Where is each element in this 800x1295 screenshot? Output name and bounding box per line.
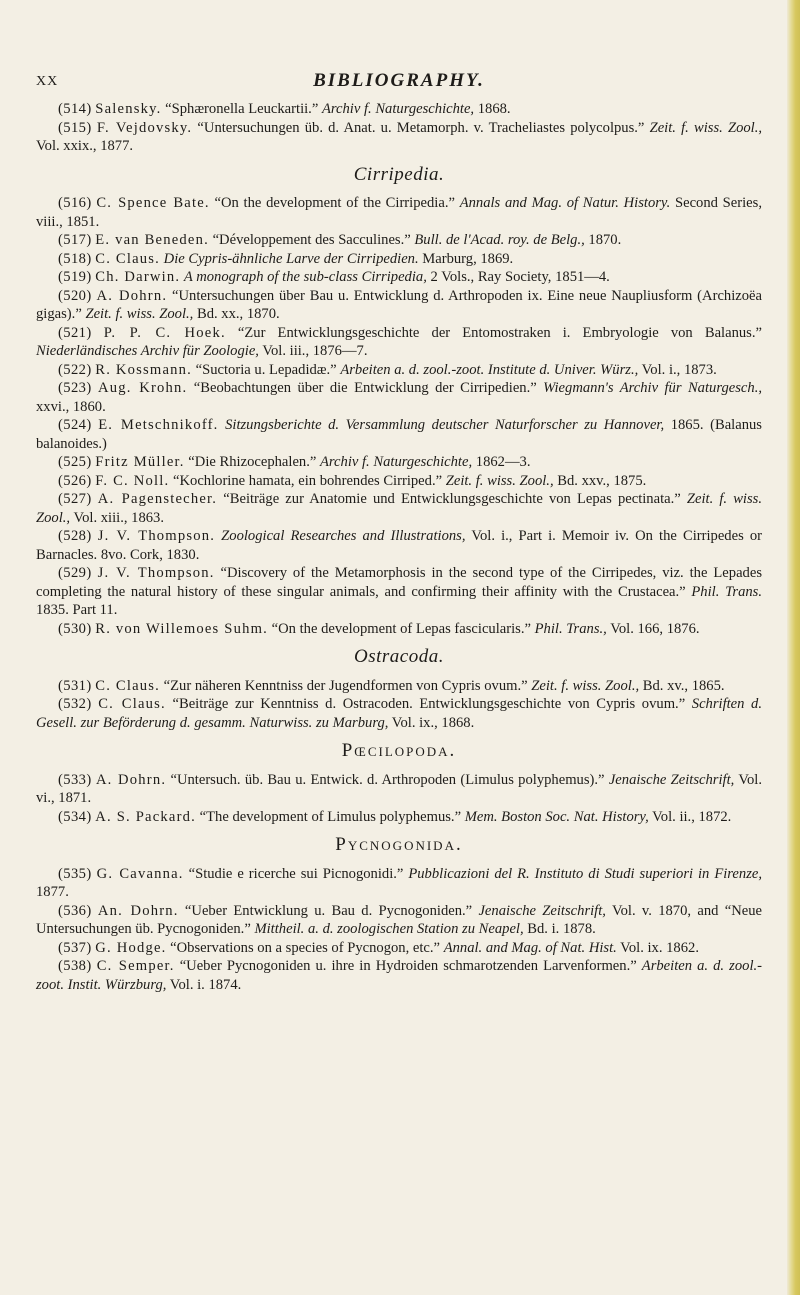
entry-number: (531): [58, 677, 92, 694]
entry-author: Aug. Krohn.: [98, 380, 188, 396]
entry-author: Fritz Müller.: [95, 454, 185, 470]
bibliography-entry: [36, 957, 762, 994]
entry-source: Archiv f. Naturgeschichte,: [320, 454, 473, 470]
section-heading: Ostracoda.: [354, 646, 444, 667]
entry-text: Bd. xx., 1870.: [193, 306, 280, 322]
entry-number: (515): [58, 119, 92, 136]
entry-text: Vol. ii., 1872.: [648, 808, 732, 825]
entry-number: (520): [58, 287, 92, 304]
running-title: BIBLIOGRAPHY.: [313, 70, 485, 91]
entry-text: “Zur Entwicklungsgeschichte der Entomostraken i. Embryologie von Balanus.”: [225, 324, 762, 341]
entry-number: (517): [58, 232, 92, 248]
entry-number: (536): [58, 902, 92, 919]
entry-text: Bd. xv., 1865.: [639, 677, 725, 694]
entry-source: Zoological Researches and Illustrations,: [221, 528, 466, 544]
entry-author: Salensky.: [95, 101, 162, 117]
entry-number: (525): [58, 454, 92, 470]
entry-text: “Développement des Sacculines.”: [208, 232, 415, 248]
entry-text: “Sphæronella Leuckartii.”: [161, 101, 322, 117]
entry-author: C. Claus.: [95, 677, 161, 694]
entry-text: “Ueber Pycnogoniden u. ihre in Hydroiden schmarotzenden Larvenformen.”: [174, 958, 642, 974]
entry-text: Vol. vi., 1871.: [36, 771, 762, 806]
bibliography-entry: [36, 361, 762, 380]
entry-number: (522): [58, 361, 92, 378]
entry-author: P. P. C. Hoek.: [103, 324, 226, 341]
entry-source: Jenaische Zeitschrift,: [478, 902, 606, 919]
entry-text: Vol. 166, 1876.: [606, 620, 700, 637]
entry-text: “Discovery of the Metamorphosis in the second type of the Cirripedes, viz. the Lepades completing the natural history of these singular animals, and confirming their affinity with the Crustacea.”: [36, 565, 763, 600]
entry-text: Vol. xxix., 1877.: [36, 138, 134, 154]
entry-text: “Zur näheren Kenntniss der Jugendformen von Cypris ovum.”: [160, 677, 532, 694]
entry-text: Vol. ix., 1868.: [388, 714, 475, 731]
entry-number: (535): [58, 865, 92, 882]
entry-number: (537): [58, 939, 92, 956]
entry-text: “Beiträge zur Kenntniss d. Ostracoden. Entwicklungsgeschichte von Cypris ovum.”: [165, 696, 692, 712]
entry-number: (532): [58, 696, 92, 712]
entry-text: “On the development of Lepas fascicularis.”: [267, 620, 535, 637]
entry-author: C. Claus.: [98, 696, 166, 712]
entry-author: C. Claus.: [95, 250, 161, 267]
section-heading: Cirripedia.: [353, 163, 445, 185]
entry-source: Pubblicazioni del R. Instituto di Studi superiori in Firenze,: [408, 865, 762, 882]
entry-text: 1877.: [36, 884, 69, 900]
entry-author: A. Dohrn.: [96, 287, 168, 304]
bibliography-entry: [36, 250, 762, 269]
entry-text: Vol. iii., 1876—7.: [258, 343, 368, 359]
bibliography-entry: [36, 865, 762, 902]
entry-text: 1868.: [474, 101, 511, 117]
entry-text: “On the development of the Cirripedia.”: [209, 195, 460, 211]
entry-text: “The development of Limulus polyphemus.”: [195, 808, 465, 825]
entry-text: Vol. ix. 1862.: [616, 939, 699, 956]
bibliography-entry: [36, 939, 762, 958]
bibliography-entry: [36, 472, 762, 491]
entry-text: Vol. i., 1873.: [638, 361, 717, 378]
entry-source: Wiegmann's Archiv für Naturgesch.,: [543, 380, 762, 396]
entry-author: J. V. Thompson.: [97, 565, 215, 581]
entry-text: Second Series, viii., 1851.: [36, 195, 762, 230]
entry-number: (523): [58, 380, 92, 396]
entry-number: (534): [58, 808, 92, 825]
entry-text: “Untersuch. üb. Bau u. Entwick. d. Arthropoden (Limulus polyphemus).”: [166, 771, 609, 788]
entry-source: Annals and Mag. of Natur. History.: [459, 195, 671, 211]
entry-author: An. Dohrn.: [97, 902, 179, 919]
bibliography-entry: [36, 771, 762, 808]
entry-source: Die Cypris-ähnliche Larve der Cirripedien.: [163, 250, 419, 267]
entry-text: “Beobachtungen über die Entwicklung der Cirripedien.”: [187, 380, 544, 396]
entry-text: Vol. v. 1870, and “Neue Untersuchungen üb. Pycnogoniden.”: [36, 902, 762, 937]
entry-source: Zeit. f. wiss. Zool.,: [85, 306, 194, 322]
entry-source: Mittheil. a. d. zoologischen Station zu Neapel,: [254, 921, 524, 937]
entry-text: 1862—3.: [472, 454, 531, 470]
bibliography-entry: [36, 287, 762, 324]
entry-source: Schriften d. Gesell. zur Beförderung d. gesamm. Naturwiss. zu Marburg,: [36, 696, 762, 731]
entry-author: F. Vejdovsky.: [96, 119, 193, 136]
entry-text: “Kochlorine hamata, ein bohrendes Cirriped.”: [169, 472, 446, 489]
entry-text: “Suctoria u. Lepadidæ.”: [191, 361, 341, 378]
bibliography-entry: [36, 324, 762, 361]
entry-number: (528): [58, 528, 92, 544]
entry-text: 1865. (Balanus balanoides.): [36, 417, 762, 452]
entry-author: G. Hodge.: [95, 939, 167, 956]
entry-source: Zeit. f. wiss. Zool.,: [36, 491, 762, 526]
entry-source: Archiv f. Naturgeschichte,: [321, 101, 475, 117]
entry-author: A. Dohrn.: [95, 771, 167, 788]
entry-text: Vol. i. 1874.: [166, 976, 242, 993]
entry-author: F. C. Noll.: [95, 472, 170, 489]
entry-source: Arbeiten a. d. zool.-zoot. Institute d. Univer. Würz.,: [340, 361, 639, 378]
entry-number: (521): [58, 324, 92, 341]
entry-author: C. Semper.: [96, 958, 175, 974]
entry-text: Marburg, 1869.: [418, 250, 514, 267]
entry-author: R. Kossmann.: [95, 361, 192, 378]
entry-author: G. Cavanna.: [96, 865, 184, 882]
entry-number: (529): [58, 565, 92, 581]
entry-number: (538): [58, 958, 92, 974]
entry-number: (526): [58, 472, 92, 489]
entry-text: 1835. Part 11.: [36, 602, 118, 618]
entry-number: (533): [58, 771, 92, 788]
bibliography-list: [36, 100, 762, 994]
entry-source: Zeit. f. wiss. Zool.,: [649, 119, 763, 136]
bibliography-entry: [36, 677, 762, 696]
bibliography-entry: [36, 119, 762, 156]
running-head: [36, 70, 762, 94]
page-folio: XX: [36, 74, 59, 89]
entry-number: (516): [58, 195, 92, 211]
bibliography-entry: [36, 902, 762, 939]
entry-author: Ch. Darwin.: [95, 269, 181, 285]
entry-source: Bull. de l'Acad. roy. de Belg.,: [414, 232, 585, 248]
page-edge: [787, 0, 800, 1295]
bibliography-entry: [36, 453, 762, 472]
entry-author: E. van Beneden.: [95, 232, 209, 248]
bibliography-entry: [36, 808, 762, 827]
bibliography-entry: [36, 490, 762, 527]
entry-text: Vol. i., Part i. Memoir iv. On the Cirripedes or Barnacles. 8vo. Cork, 1830.: [36, 528, 763, 563]
entry-author: R. von Willemoes Suhm.: [95, 620, 268, 637]
entry-author: E. Metschnikoff.: [98, 417, 219, 433]
entry-author: J. V. Thompson.: [97, 528, 216, 544]
entry-text: “Untersuchungen üb. d. Anat. u. Metamorph. v. Tracheliastes polycolpus.”: [192, 119, 650, 136]
entry-source: Zeit. f. wiss. Zool.,: [445, 472, 554, 489]
bibliography-entry: [36, 100, 762, 119]
entry-number: (524): [58, 417, 92, 433]
entry-text: 2 Vols., Ray Society, 1851—4.: [426, 269, 610, 285]
section-heading: Pœcilopoda.: [341, 740, 457, 761]
entry-text: “Observations on a species of Pycnogon, etc.”: [166, 939, 444, 956]
entry-text: Vol. xiii., 1863.: [70, 509, 164, 526]
entry-source: Annal. and Mag. of Nat. Hist.: [443, 939, 617, 956]
entry-text: Bd. xxv., 1875.: [553, 472, 647, 489]
bibliography-entry: [36, 268, 762, 287]
entry-author: C. Spence Bate.: [96, 195, 210, 211]
entry-source: Phil. Trans.,: [534, 620, 607, 637]
entry-text: “Studie e ricerche sui Picnogonidi.”: [183, 865, 409, 882]
entry-number: (518): [58, 250, 92, 267]
bibliography-entry: [36, 564, 762, 620]
bibliography-entry: [36, 194, 762, 231]
entry-number: (530): [58, 620, 92, 637]
entry-source: Phil. Trans.: [691, 583, 762, 600]
entry-source: Arbeiten a. d. zool.-zoot. Instit. Würzburg,: [36, 958, 763, 993]
bibliography-entry: [36, 527, 762, 564]
entry-source: Sitzungsberichte d. Versammlung deutscher Naturforscher zu Hannover,: [225, 417, 665, 433]
entry-text: “Beiträge zur Anatomie und Entwicklungsgeschichte von Lepas pectinata.”: [217, 491, 687, 507]
entry-source: A monograph of the sub-class Cirripedia,: [183, 269, 427, 285]
entry-text: Bd. i. 1878.: [523, 921, 596, 937]
entry-text: xxvi., 1860.: [36, 398, 106, 415]
entry-source: Zeit. f. wiss. Zool.,: [531, 677, 640, 694]
bibliography-entry: [36, 379, 762, 416]
entry-author: A. Pagenstecher.: [97, 491, 218, 507]
entry-text: “Die Rhizocephalen.”: [184, 454, 320, 470]
entry-source: Jenaische Zeitschrift,: [608, 771, 735, 788]
bibliography-entry: [36, 620, 762, 639]
entry-number: (527): [58, 491, 92, 507]
entry-text: 1870.: [584, 232, 622, 248]
entry-number: (519): [58, 269, 92, 285]
entry-source: Mem. Boston Soc. Nat. History,: [464, 808, 649, 825]
entry-author: A. S. Packard.: [95, 808, 196, 825]
entry-text: “Untersuchungen über Bau u. Entwicklung d. Arthropoden ix. Eine neue Naupliusform (Archizoëa gigas).”: [36, 287, 763, 322]
bibliography-entry: [36, 416, 762, 453]
bibliography-entry: [36, 231, 762, 250]
entry-text: “Ueber Entwicklung u. Bau d. Pycnogoniden.”: [178, 902, 479, 919]
bibliography-entry: [36, 695, 762, 732]
section-heading: Pycnogonida.: [335, 834, 463, 855]
entry-number: (514): [58, 101, 92, 117]
entry-source: Niederländisches Archiv für Zoologie,: [36, 343, 259, 359]
